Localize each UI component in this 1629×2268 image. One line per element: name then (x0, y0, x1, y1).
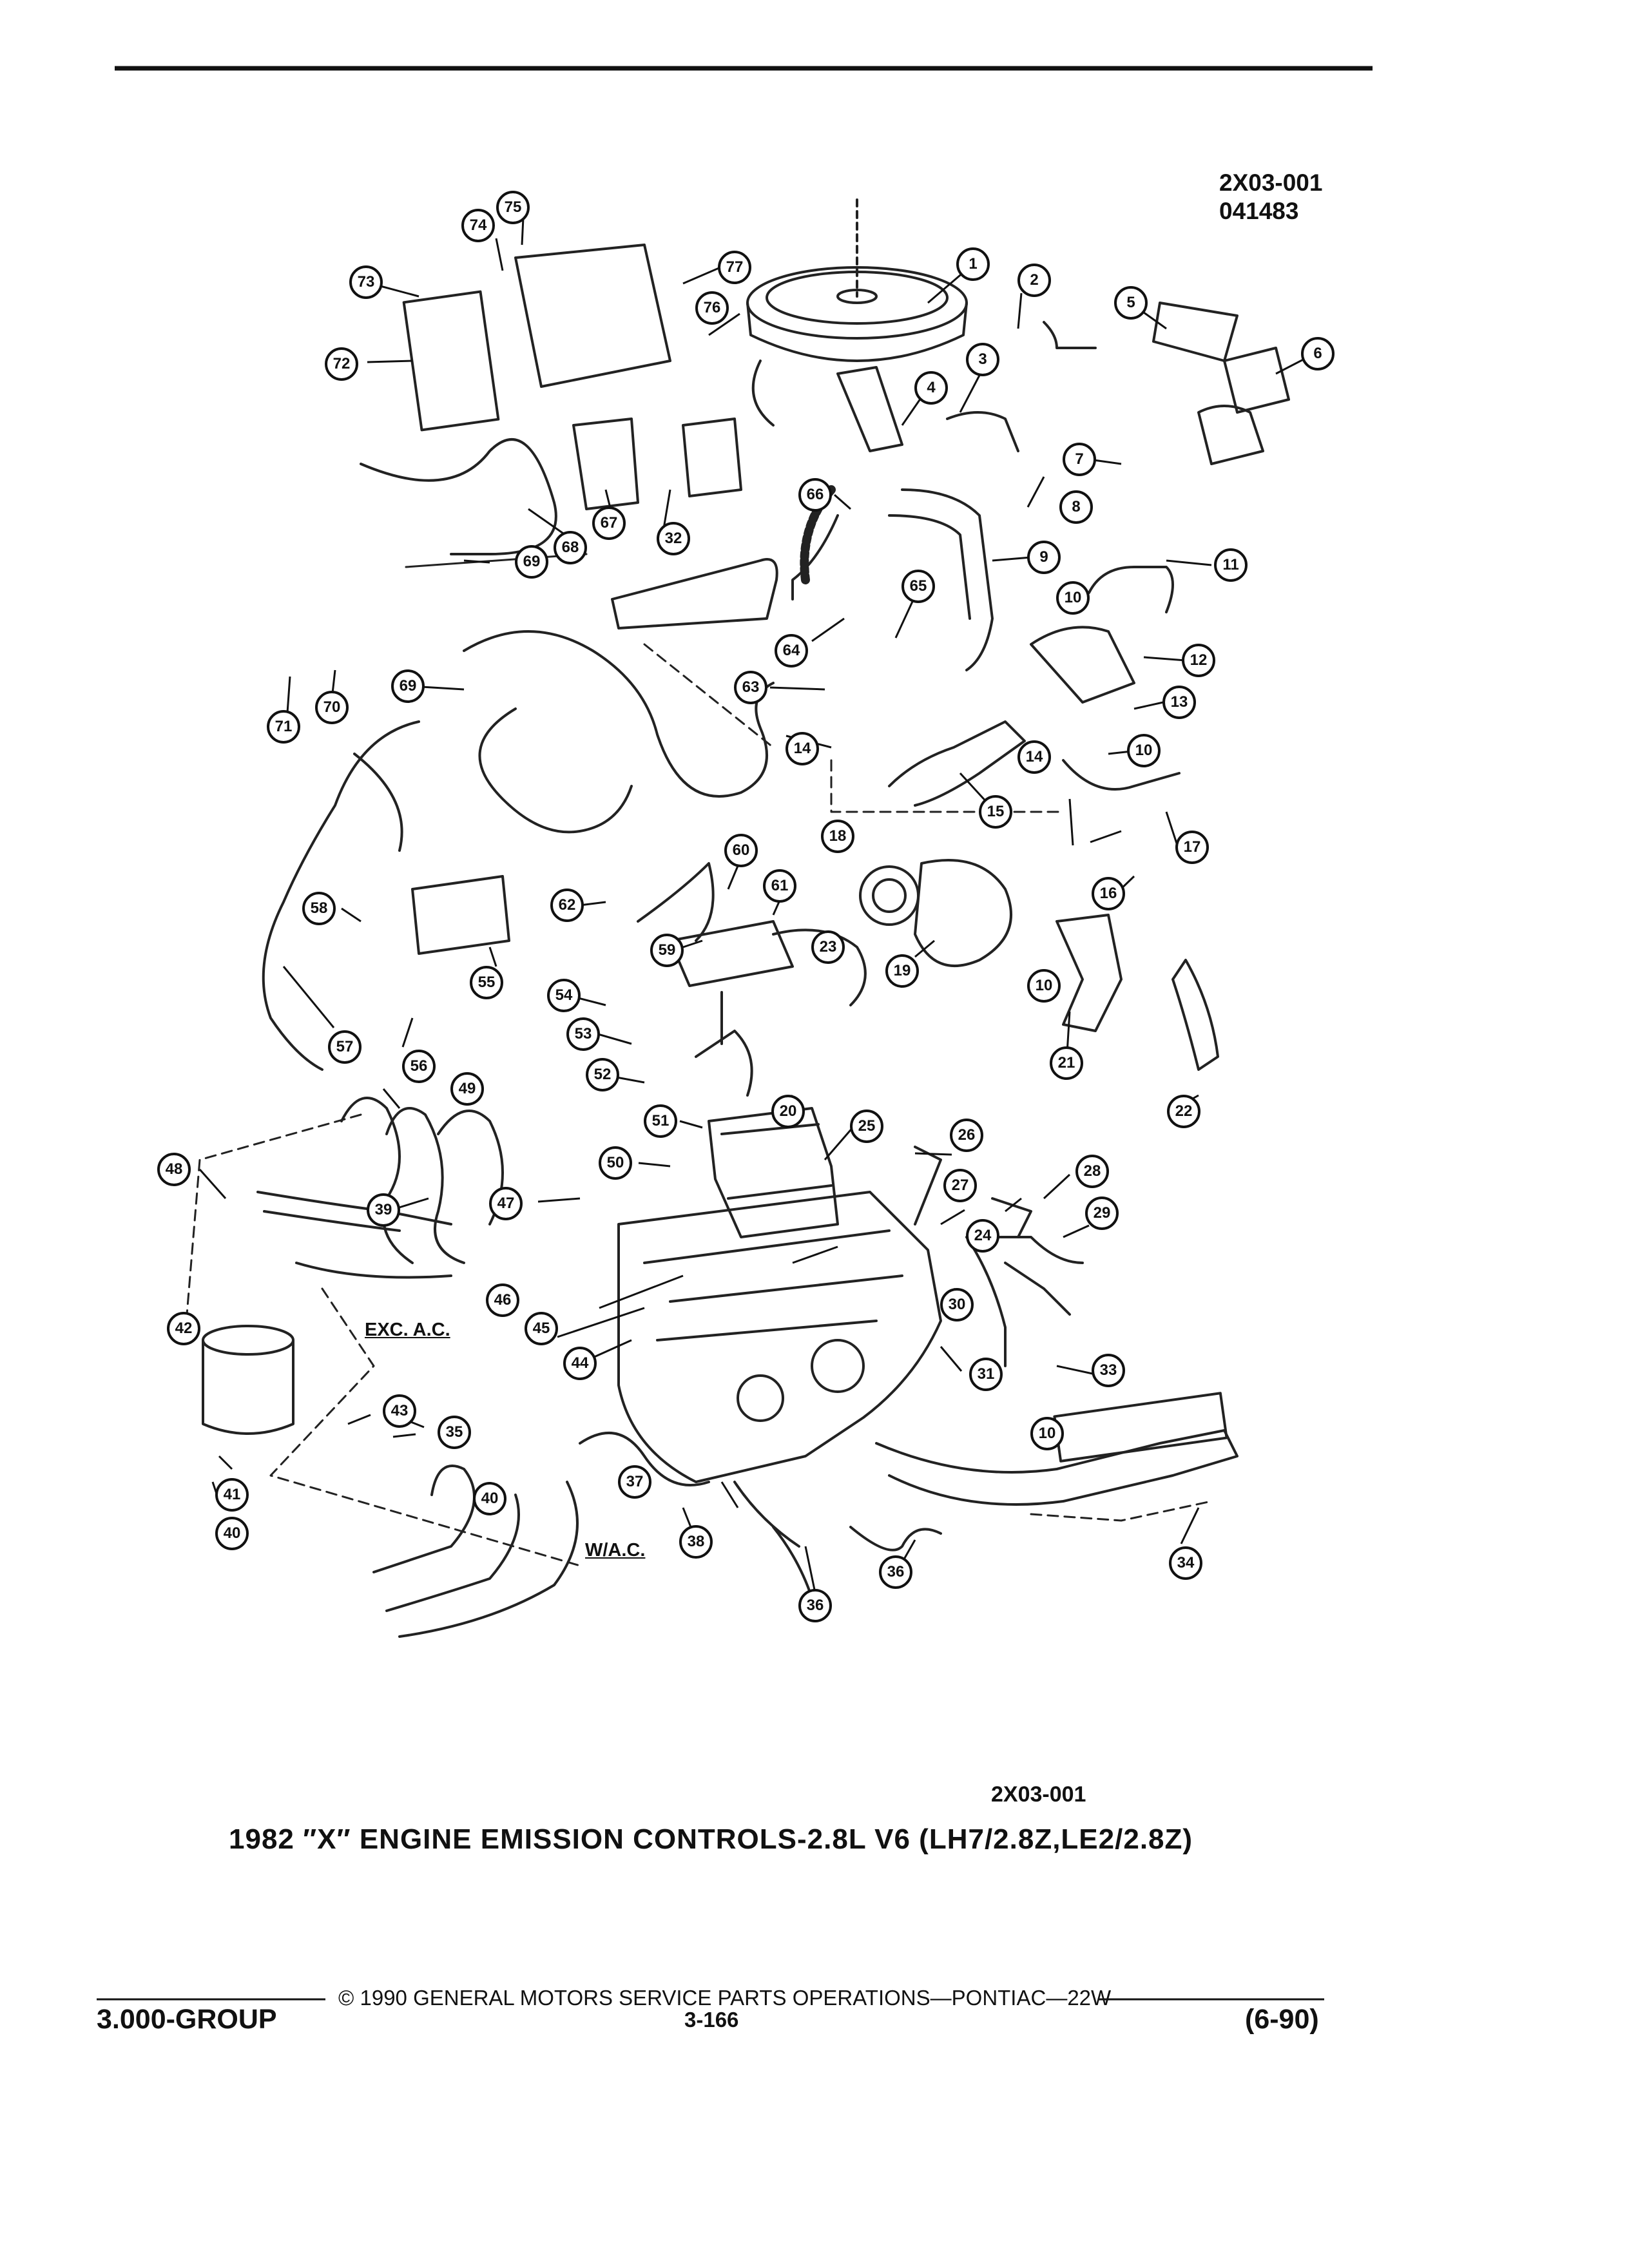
callout-57: 57 (328, 1030, 361, 1064)
callout-1: 1 (956, 247, 990, 281)
callout-38: 38 (679, 1525, 713, 1559)
callout-62: 62 (550, 889, 584, 922)
callout-56: 56 (402, 1050, 436, 1083)
callout-4: 4 (914, 371, 948, 405)
callout-76: 76 (695, 291, 729, 325)
callout-44: 44 (563, 1347, 597, 1380)
callout-58: 58 (302, 892, 336, 925)
callout-48: 48 (157, 1153, 191, 1186)
date-code: 041483 (1219, 198, 1299, 224)
callout-35: 35 (438, 1416, 471, 1449)
callout-27: 27 (943, 1169, 977, 1202)
callout-6: 6 (1301, 337, 1335, 370)
callout-20: 20 (771, 1095, 805, 1128)
callout-17: 17 (1175, 831, 1209, 864)
callout-64: 64 (775, 634, 808, 668)
callout-21: 21 (1050, 1046, 1083, 1080)
callout-10: 10 (1027, 969, 1061, 1003)
callout-34: 34 (1169, 1546, 1202, 1580)
callout-26: 26 (950, 1119, 983, 1152)
callout-36: 36 (879, 1555, 912, 1589)
callout-43: 43 (383, 1394, 416, 1428)
callout-70: 70 (315, 691, 349, 724)
callout-53: 53 (566, 1017, 600, 1051)
variant-label-exc-ac: EXC. A.C. (365, 1320, 450, 1340)
callout-12: 12 (1182, 644, 1215, 677)
callout-15: 15 (979, 795, 1012, 829)
footer-page-number: 3-166 (684, 2008, 739, 2032)
callout-36: 36 (798, 1589, 832, 1622)
callout-45: 45 (525, 1312, 558, 1345)
callout-40: 40 (473, 1482, 506, 1515)
callout-42: 42 (167, 1312, 200, 1345)
callout-66: 66 (798, 478, 832, 512)
callout-41: 41 (215, 1478, 249, 1512)
footer-copyright: © 1990 GENERAL MOTORS SERVICE PARTS OPERATIONS—PONTIAC—22W (338, 1986, 1112, 2010)
callout-13: 13 (1162, 686, 1196, 719)
callout-51: 51 (644, 1104, 677, 1138)
callout-5: 5 (1114, 286, 1148, 320)
callout-14: 14 (786, 732, 819, 765)
footer-section: 3.000-GROUP (97, 2004, 277, 2035)
callout-67: 67 (592, 506, 626, 540)
callout-69: 69 (515, 545, 548, 579)
callout-32: 32 (657, 522, 690, 555)
callout-10: 10 (1030, 1417, 1064, 1450)
callout-31: 31 (969, 1358, 1003, 1391)
callout-29: 29 (1085, 1196, 1119, 1230)
callout-75: 75 (496, 191, 530, 224)
footer-revision: (6-90) (1245, 2004, 1319, 2035)
callout-14: 14 (1017, 740, 1051, 774)
callout-49: 49 (450, 1072, 484, 1106)
callout-2: 2 (1017, 264, 1051, 297)
callout-24: 24 (966, 1219, 999, 1253)
callout-28: 28 (1075, 1155, 1109, 1188)
diagram-id: 2X03-001 (1219, 169, 1323, 196)
callout-16: 16 (1092, 877, 1125, 910)
callout-69: 69 (391, 669, 425, 703)
callout-25: 25 (850, 1110, 883, 1143)
callout-59: 59 (650, 934, 684, 967)
callout-8: 8 (1059, 490, 1093, 524)
callout-77: 77 (718, 251, 751, 284)
callout-40: 40 (215, 1517, 249, 1550)
callout-73: 73 (349, 265, 383, 299)
callout-19: 19 (885, 954, 919, 988)
callout-3: 3 (966, 343, 999, 376)
caption-diagram-id: 2X03-001 (991, 1782, 1086, 1807)
callout-71: 71 (267, 710, 300, 744)
callout-33: 33 (1092, 1354, 1125, 1387)
callout-65: 65 (901, 570, 935, 603)
callout-18: 18 (821, 820, 854, 853)
callout-22: 22 (1167, 1095, 1200, 1128)
callout-52: 52 (586, 1058, 619, 1091)
callout-72: 72 (325, 347, 358, 381)
callout-10: 10 (1127, 734, 1161, 767)
callout-46: 46 (486, 1283, 519, 1317)
callout-47: 47 (489, 1187, 523, 1220)
callout-54: 54 (547, 979, 581, 1012)
callout-60: 60 (724, 834, 758, 867)
callout-50: 50 (599, 1146, 632, 1180)
figure-caption: 1982 ″X″ ENGINE EMISSION CONTROLS-2.8L V6 (LH7/2.8Z,LE2/2.8Z) (229, 1823, 1193, 1855)
callout-68: 68 (554, 531, 587, 564)
callout-55: 55 (470, 966, 503, 999)
callout-39: 39 (367, 1193, 400, 1227)
callout-11: 11 (1214, 548, 1248, 582)
callout-37: 37 (618, 1465, 651, 1499)
variant-label-w-ac: W/A.C. (585, 1540, 646, 1561)
callout-61: 61 (763, 869, 796, 903)
callout-9: 9 (1027, 541, 1061, 574)
callout-7: 7 (1063, 443, 1096, 476)
callout-10: 10 (1056, 581, 1090, 615)
callout-74: 74 (461, 209, 495, 242)
callout-63: 63 (734, 671, 767, 704)
callout-23: 23 (811, 930, 845, 964)
callout-30: 30 (940, 1288, 974, 1321)
